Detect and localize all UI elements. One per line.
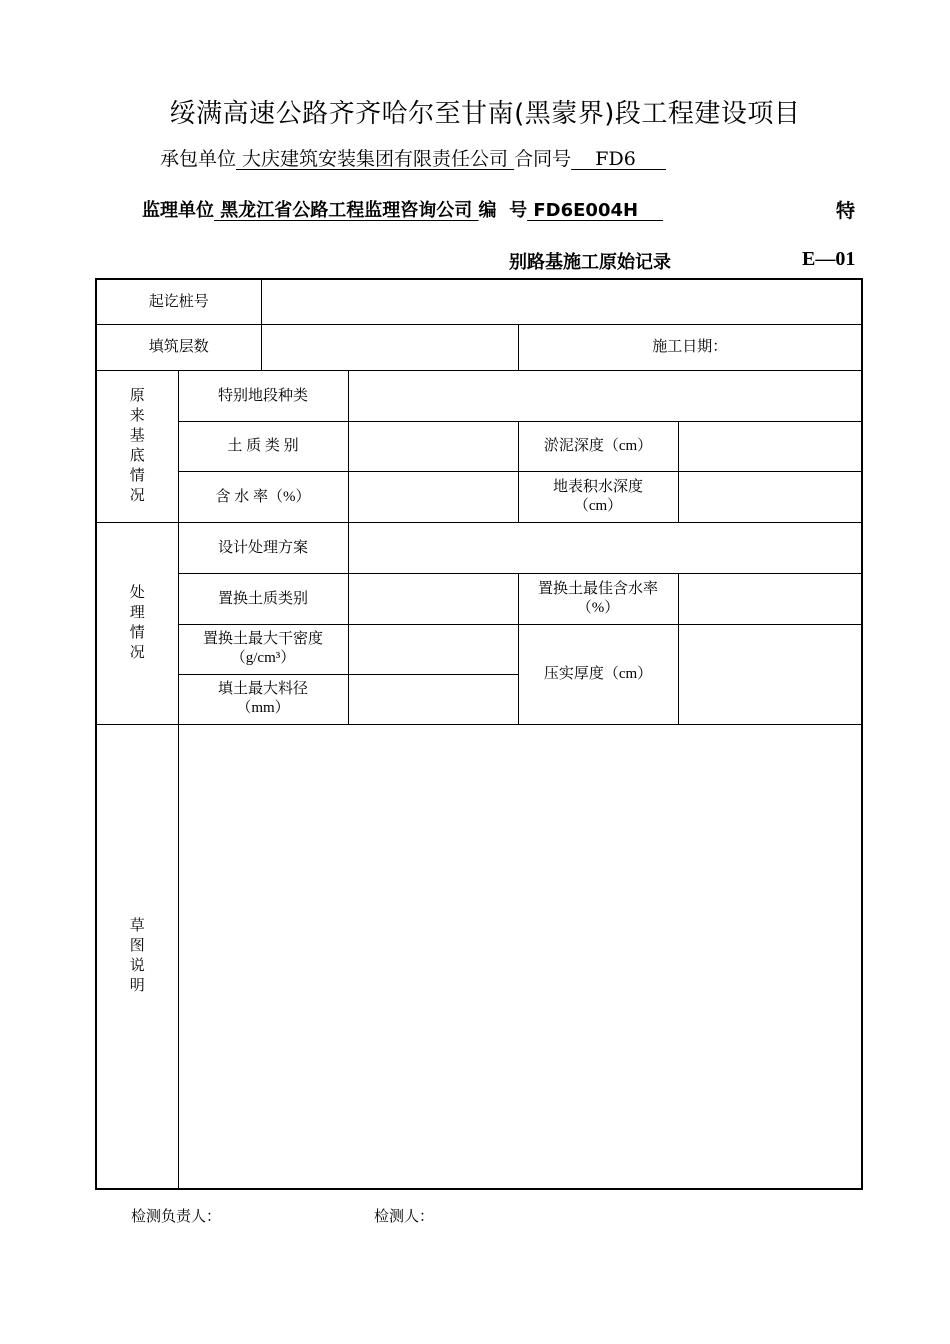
moisture-label: 含 水 率（%） <box>178 471 348 522</box>
section-treatment-label: 处理情况 <box>96 522 178 724</box>
supervisor-line <box>142 196 663 222</box>
design-plan-value[interactable] <box>348 522 862 573</box>
replace-soil-type-label: 置换土质类别 <box>178 573 348 624</box>
form-title-part1: 特 <box>836 200 856 222</box>
compaction-thickness-value[interactable] <box>678 624 862 724</box>
sketch-area[interactable] <box>178 724 862 1189</box>
section-original-base-label: 原来基底情况 <box>96 370 178 522</box>
optimal-moisture-label: 置换土最佳含水率 （%） <box>518 573 678 624</box>
contractor-line <box>160 144 666 171</box>
inspector-lead-label: 检测负责人： <box>131 1209 222 1225</box>
max-particle-label: 填土最大料径 （mm） <box>178 674 348 724</box>
silt-depth-label: 淤泥深度（cm） <box>518 421 678 471</box>
special-type-value[interactable] <box>348 370 862 421</box>
layer-value[interactable] <box>261 324 518 370</box>
soil-type-label: 土 质 类 别 <box>178 421 348 471</box>
serial-value: FD6E004H <box>527 200 664 221</box>
silt-depth-value[interactable] <box>678 421 862 471</box>
section-sketch-label: 草图说明 <box>96 724 178 1189</box>
soil-type-value[interactable] <box>348 421 518 471</box>
contract-no-value: FD6 <box>571 148 666 170</box>
project-title: 绥满高速公路齐齐哈尔至甘南(黑蒙界)段工程建设项目 <box>169 99 801 129</box>
moisture-value[interactable] <box>348 471 518 522</box>
layer-label: 填筑层数 <box>96 324 261 370</box>
inspector-label: 检测人： <box>374 1209 435 1225</box>
supervisor-value: 黑龙江省公路工程监理咨询公司 <box>214 200 479 221</box>
water-depth-label: 地表积水深度 （cm） <box>518 471 678 522</box>
construction-date-field[interactable]: 施工日期： <box>518 324 862 370</box>
max-particle-value[interactable] <box>348 674 518 724</box>
water-depth-value[interactable] <box>678 471 862 522</box>
form-code: E—01 <box>802 248 856 270</box>
contract-no-label: 合同号 <box>514 148 572 170</box>
form-title-part2: 别路基施工原始记录 <box>509 252 671 273</box>
max-dry-density-label: 置换土最大干密度 （g/cm³） <box>178 624 348 674</box>
max-dry-density-value[interactable] <box>348 624 518 674</box>
optimal-moisture-value[interactable] <box>678 573 862 624</box>
record-form-table <box>95 278 863 1190</box>
station-label: 起讫桩号 <box>96 279 261 324</box>
special-type-label: 特别地段种类 <box>178 370 348 421</box>
station-value[interactable] <box>261 279 862 324</box>
serial-label: 编 号 <box>478 200 528 221</box>
replace-soil-type-value[interactable] <box>348 573 518 624</box>
contractor-label: 承包单位 <box>160 148 237 170</box>
contractor-value: 大庆建筑安装集团有限责任公司 <box>236 148 515 170</box>
compaction-thickness-label: 压实厚度（cm） <box>518 624 678 724</box>
supervisor-label: 监理单位 <box>142 200 214 221</box>
design-plan-label: 设计处理方案 <box>178 522 348 573</box>
